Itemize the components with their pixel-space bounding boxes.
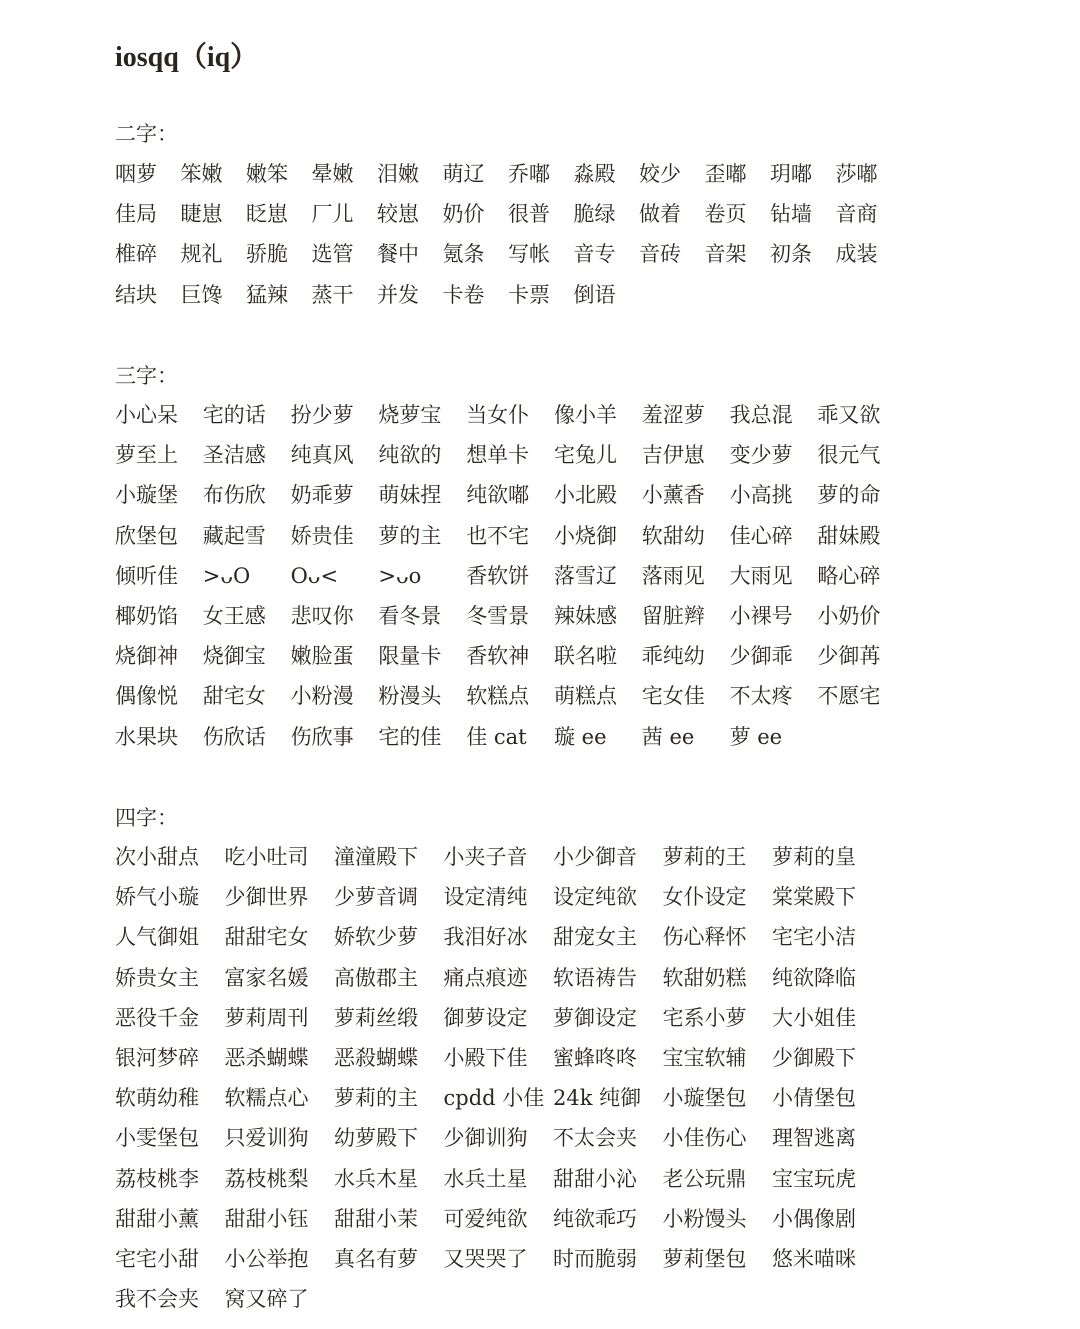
word-item: 联名啦: [553, 644, 617, 669]
word-item: 佳 cat: [466, 724, 527, 749]
word-item: 小佳伤心: [662, 1126, 747, 1151]
word-item: 烧御神: [115, 644, 178, 669]
word-item: 变少萝: [729, 443, 793, 468]
section-heading-four-char: 四字：: [115, 806, 178, 830]
word-item: 只爱训狗: [224, 1126, 309, 1151]
word-item: 恶殺蝴蝶: [334, 1045, 418, 1070]
word-item: 水兵土星: [443, 1166, 528, 1191]
word-item: 限量卡: [378, 644, 442, 669]
word-item: 窝又碎了: [224, 1287, 309, 1312]
word-item: 音专: [573, 242, 616, 267]
word-item: 悲叹你: [290, 603, 354, 628]
word-item: 纯欲降临: [772, 965, 856, 990]
word-item: 小奶价: [817, 603, 881, 628]
word-item: 欣堡包: [115, 523, 178, 548]
word-item: 眨崽: [246, 202, 288, 227]
word-item: 银河梦碎: [115, 1045, 199, 1070]
word-item: 水兵木星: [334, 1166, 418, 1191]
word-item: 软萌幼稚: [115, 1086, 199, 1111]
word-item: 很元气: [817, 443, 881, 468]
word-item: 宅宅小甜: [115, 1246, 199, 1271]
word-item: 高傲郡主: [334, 965, 418, 990]
word-item: 初条: [770, 242, 812, 267]
word-item: 潼潼殿下: [334, 845, 418, 869]
word-item: 写帐: [508, 242, 550, 267]
word-item: 蒸干: [311, 282, 354, 307]
word-item: 娇气小璇: [115, 885, 199, 910]
word-item: 小裸号: [729, 603, 793, 628]
word-item: 像小羊: [553, 403, 617, 427]
word-item: 甜甜宅女: [224, 925, 309, 950]
word-item: 落雪辽: [553, 563, 617, 588]
word-item: 藏起雪: [202, 523, 266, 548]
word-item: 成装: [835, 242, 878, 267]
word-item: 香软饼: [466, 563, 530, 588]
word-item: 略心碎: [817, 563, 881, 588]
word-item: 恶役千金: [115, 1005, 199, 1030]
word-item: 小殿下佳: [443, 1045, 528, 1070]
word-item: 少萝音调: [334, 885, 418, 910]
document-title: iosqq（iq）: [115, 42, 259, 73]
word-item: 宅宅小洁: [772, 925, 856, 950]
word-item: 脆绿: [573, 202, 616, 227]
word-item: 布伤欣: [202, 483, 266, 508]
word-item: 小公举抱: [224, 1246, 309, 1271]
word-item: 淼殿: [573, 162, 616, 186]
word-item: 富家名媛: [224, 965, 309, 990]
word-item: 萝莉的王: [662, 845, 747, 869]
word-item: 卡卷: [442, 282, 485, 307]
word-item: 椎碎: [115, 242, 157, 267]
word-item: 小少御音: [553, 845, 637, 869]
word-item: 我泪好冰: [443, 925, 528, 950]
word-item: 萝至上: [115, 443, 178, 468]
word-item: 萝的命: [817, 483, 881, 508]
word-item: 女仆设定: [662, 885, 747, 910]
word-item: 甜甜小薰: [115, 1206, 199, 1231]
word-item: 嫩脸蛋: [290, 644, 354, 669]
word-item: 可爱纯欲: [443, 1206, 528, 1231]
word-item: 烧萝宝: [378, 403, 442, 427]
word-item: 荔枝桃李: [115, 1166, 199, 1191]
word-item: 小高挑: [729, 483, 793, 508]
word-item: 嫩笨: [246, 162, 288, 186]
word-item: 宅女佳: [641, 684, 705, 709]
word-item: 吉伊崽: [641, 443, 705, 468]
word-item: 萝的主: [378, 523, 442, 548]
word-item: 香软神: [466, 644, 530, 669]
word-item: 佳心碎: [729, 523, 793, 548]
word-item: 粉漫头: [378, 684, 442, 709]
word-item: 小薰香: [641, 483, 705, 508]
word-item: 小雯堡包: [115, 1126, 199, 1151]
word-item: 御萝设定: [443, 1005, 528, 1030]
word-item: 椰奶馅: [115, 603, 178, 628]
word-list-four-char: [115, 837, 882, 1319]
word-item: 我不会夹: [115, 1287, 199, 1312]
word-item: 想单卡: [466, 443, 530, 468]
word-item: 悠米喵咪: [772, 1246, 856, 1271]
word-item: 真名有萝: [334, 1246, 418, 1271]
word-item: 歪嘟: [704, 162, 747, 186]
word-item: 理智逃离: [772, 1126, 856, 1151]
word-item: 猛辣: [246, 282, 288, 307]
word-item: 少御乖: [729, 644, 793, 669]
word-item: 宅的佳: [378, 724, 442, 749]
word-item: 辣妹感: [553, 603, 617, 628]
word-item: 萝莉的主: [334, 1086, 418, 1111]
word-item: 小夹子音: [443, 845, 528, 869]
word-item: 不愿宅: [817, 684, 881, 709]
word-item: 睫崽: [180, 202, 223, 227]
word-item: 甜甜小沁: [553, 1166, 637, 1191]
word-list-two-char: [115, 154, 901, 315]
word-item: 选管: [311, 242, 354, 267]
word-item: 大雨见: [729, 563, 793, 588]
word-item: 甜宅女: [202, 684, 266, 709]
word-item: 也不宅: [466, 523, 530, 548]
word-item: 音商: [835, 202, 878, 227]
word-item: 小璇堡包: [662, 1086, 747, 1111]
word-item: 宝宝玩虎: [772, 1166, 856, 1191]
word-item: 甜甜小茉: [334, 1206, 418, 1231]
word-item: 幼萝殿下: [334, 1126, 418, 1151]
word-item: 扮少萝: [290, 403, 354, 427]
word-item: 软糯点心: [224, 1086, 309, 1111]
word-item: 24k 纯御: [553, 1086, 642, 1111]
word-item: 软糕点: [466, 684, 530, 709]
word-item: 萝 ee: [729, 724, 783, 749]
word-item: 较崽: [377, 202, 419, 227]
word-item: 萝莉丝缎: [334, 1005, 418, 1030]
word-item: 大小姐佳: [772, 1005, 856, 1030]
word-item: 落雨见: [641, 563, 705, 588]
word-item: 设定清纯: [443, 885, 528, 910]
word-item: 骄脆: [246, 242, 288, 267]
word-item: 小偶像剧: [772, 1206, 856, 1231]
word-item: 伤心释怀: [662, 925, 747, 950]
word-item: 笨嫩: [180, 162, 223, 186]
word-item: 小粉馒头: [662, 1206, 747, 1231]
word-item: 老公玩鼎: [662, 1166, 747, 1191]
word-item: 茜 ee: [641, 724, 695, 749]
word-item: 又哭哭了: [443, 1246, 528, 1271]
word-item: 设定纯欲: [553, 885, 637, 910]
word-item: 萝莉的皇: [772, 845, 856, 869]
word-item: 小北殿: [553, 483, 617, 508]
word-item: 小璇堡: [115, 483, 178, 508]
word-item: 并发: [377, 282, 419, 307]
word-item: 小心呆: [115, 403, 178, 427]
word-item: 甜宠女主: [553, 925, 637, 950]
word-item: 卷页: [704, 202, 747, 227]
word-item: 玥嘟: [770, 162, 812, 186]
word-item: 痛点痕迹: [443, 965, 528, 990]
word-item: 萝莉周刊: [224, 1005, 309, 1030]
word-item: 乖又欲: [817, 403, 881, 427]
word-item: 泪嫩: [377, 162, 419, 186]
word-item: 做着: [639, 202, 681, 227]
word-item: 吃小吐司: [224, 845, 309, 869]
word-item: 音架: [704, 242, 747, 267]
word-item: 不太疼: [729, 684, 793, 709]
word-item: 当女仆: [466, 403, 530, 427]
word-item: 小倩堡包: [772, 1086, 856, 1111]
word-item: 小粉漫: [290, 684, 354, 709]
word-item: 莎嘟: [835, 162, 878, 186]
word-item: 甜甜小钰: [224, 1206, 309, 1231]
word-item: 萝莉堡包: [662, 1246, 747, 1271]
word-item: 宝宝软辅: [662, 1045, 747, 1070]
word-item: 软语祷告: [553, 965, 637, 990]
word-item: 倾听佳: [115, 563, 178, 588]
word-item: 恶杀蝴蝶: [224, 1045, 309, 1070]
word-item: 娇软少萝: [334, 925, 418, 950]
word-item: >ᴗO: [202, 563, 251, 588]
word-item: 甜妹殿: [817, 523, 881, 548]
word-item: 圣洁感: [202, 443, 266, 468]
word-item: 次小甜点: [115, 845, 199, 869]
word-item: 荔枝桃梨: [224, 1166, 309, 1191]
word-item: 纯欲乖巧: [553, 1206, 637, 1231]
word-item: 娇贵佳: [290, 523, 354, 548]
word-item: 不太会夹: [553, 1126, 637, 1151]
word-item: 餐中: [377, 242, 419, 267]
word-item: 规礼: [180, 242, 223, 267]
word-item: 女王感: [202, 603, 266, 628]
word-item: >ᴗo: [378, 563, 422, 588]
word-item: Oᴗ<: [290, 563, 339, 588]
word-item: 少御世界: [224, 885, 309, 910]
word-item: 很普: [508, 202, 550, 227]
word-item: 少御训狗: [443, 1126, 528, 1151]
word-item: 冬雪景: [466, 603, 530, 628]
word-item: 卡票: [508, 282, 550, 307]
word-item: 看冬景: [378, 603, 442, 628]
word-item: 娇贵女主: [115, 965, 199, 990]
word-item: 纯欲的: [378, 443, 442, 468]
word-item: 少御殿下: [772, 1045, 856, 1070]
word-item: 佳局: [115, 202, 157, 227]
word-item: 我总混: [729, 403, 793, 427]
word-item: 姣少: [639, 162, 681, 186]
word-list-three-char: [115, 395, 905, 757]
word-item: 蜜蜂咚咚: [553, 1045, 637, 1070]
section-heading-two-char: 二字：: [115, 122, 178, 146]
word-item: 音砖: [639, 242, 681, 267]
word-item: 结块: [115, 282, 157, 307]
word-item: 晕嫩: [311, 162, 354, 186]
word-item: 乔嘟: [508, 162, 550, 186]
word-item: 烧御宝: [202, 644, 266, 669]
word-item: 伤欣事: [290, 724, 354, 749]
word-item: 厂儿: [311, 202, 354, 227]
word-item: 钻墙: [770, 202, 812, 227]
word-item: 萝御设定: [553, 1005, 637, 1030]
word-item: 软甜奶糕: [662, 965, 747, 990]
word-item: 巨馋: [180, 282, 223, 307]
word-item: 宅的话: [202, 403, 266, 427]
word-item: 留脏辫: [641, 603, 705, 628]
word-item: 伤欣话: [202, 724, 266, 749]
section-heading-three-char: 三字：: [115, 364, 178, 388]
word-item: 少御苒: [817, 644, 881, 669]
word-item: 人气御姐: [115, 925, 199, 950]
word-item: 乖纯幼: [641, 644, 705, 669]
word-item: 纯真风: [290, 443, 354, 468]
word-item: 纯欲嘟: [466, 483, 530, 508]
word-item: 奶价: [442, 202, 485, 227]
word-item: 宅兔儿: [553, 443, 617, 468]
word-item: 软甜幼: [641, 523, 705, 548]
word-item: 璇 ee: [553, 724, 607, 749]
word-item: 萌糕点: [553, 684, 617, 709]
word-item: 宅系小萝: [662, 1005, 747, 1030]
word-item: 棠棠殿下: [772, 885, 856, 910]
word-item: 偶像悦: [115, 684, 178, 709]
word-item: 咽萝: [115, 162, 157, 186]
word-item: 氪条: [442, 242, 485, 267]
word-item: 时而脆弱: [553, 1246, 637, 1271]
word-item: cpdd 小佳: [443, 1086, 545, 1111]
word-item: 萌辽: [442, 162, 485, 186]
word-item: 水果块: [115, 724, 178, 749]
word-item: 羞涩萝: [641, 403, 705, 427]
word-item: 萌妹捏: [378, 483, 442, 508]
word-item: 小烧御: [553, 523, 617, 548]
word-item: 奶乖萝: [290, 483, 354, 508]
word-item: 倒语: [573, 282, 616, 307]
